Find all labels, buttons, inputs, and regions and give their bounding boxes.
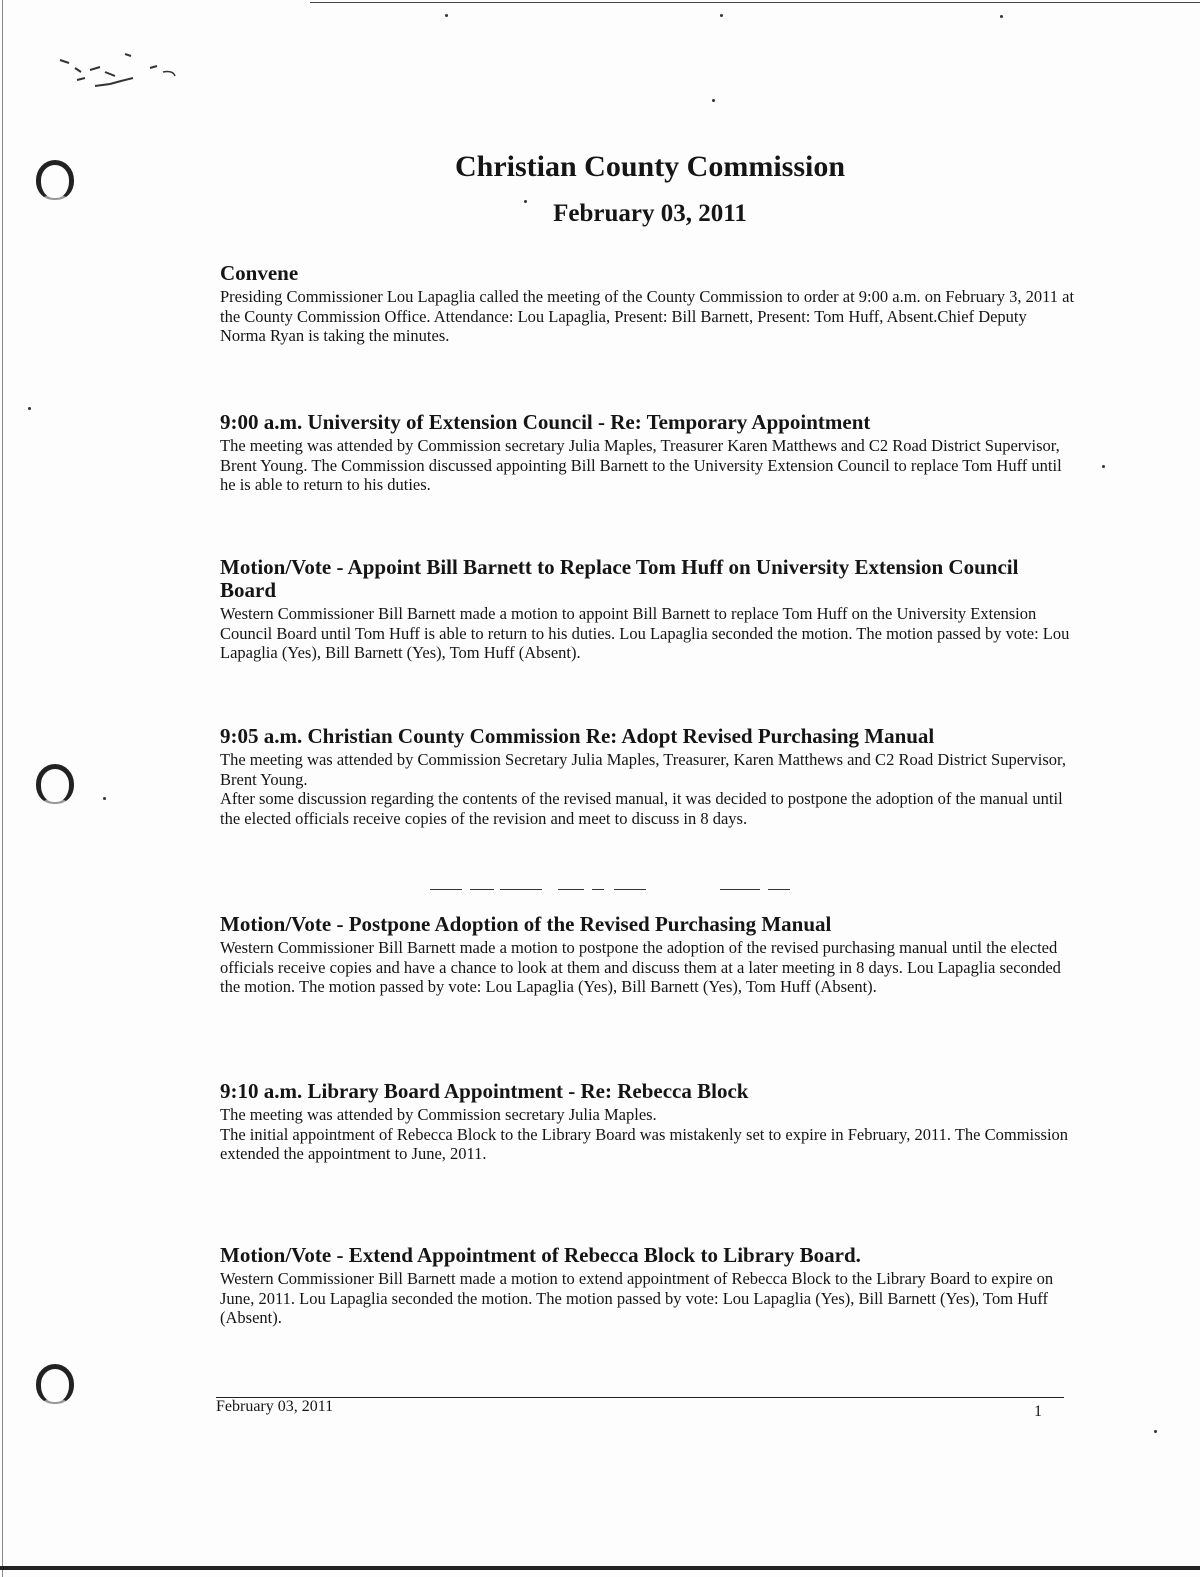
section-university-extension: [220, 411, 1075, 495]
section-heading: Motion/Vote - Appoint Bill Barnett to Replace Tom Huff on University Extension Council Board: [220, 555, 1019, 602]
page-edge-left: [2, 0, 3, 1577]
page-edge-bottom: [0, 1566, 1200, 1570]
section-library-board: [220, 1080, 1075, 1164]
section-purchasing-manual: [220, 725, 1075, 828]
scan-speck: [1000, 15, 1003, 18]
section-motion-extend-block: [220, 1244, 1075, 1328]
section-heading: Motion/Vote - Postpone Adoption of the Revised Purchasing Manual: [220, 912, 832, 936]
scan-speck: [712, 99, 715, 102]
scan-speck: [103, 797, 106, 800]
scan-speck: [445, 14, 448, 17]
section-heading: 9:00 a.m. University of Extension Council - Re: Temporary Appointment: [220, 410, 871, 434]
section-heading: Convene: [220, 261, 299, 285]
page-edge-top: [310, 2, 1200, 3]
section-paragraph: The meeting was attended by Commission Secretary Julia Maples, Treasurer, Karen Matthews and C2 Road District Supervisor, Brent Young.: [220, 750, 1066, 789]
page-number: 1: [1034, 1403, 1042, 1420]
scan-speck: [28, 407, 31, 410]
scan-smudge-mark: [55, 50, 185, 100]
section-motion-postpone-manual: [220, 913, 1075, 997]
section-heading: 9:05 a.m. Christian County Commission Re: Adopt Revised Purchasing Manual: [220, 724, 935, 748]
section-paragraph: The meeting was attended by Commission secretary Julia Maples.: [220, 1105, 657, 1124]
section-convene: [220, 262, 1075, 346]
section-paragraph: Western Commissioner Bill Barnett made a motion to extend appointment of Rebecca Block to the Library Board to expire on June, 2011. Lou Lapaglia seconded the motion. The motion passed by vote: Lou Lapaglia (Yes), Bill Barnett (Yes), Tom Huff (Absent).: [220, 1269, 1054, 1327]
footer-rule: [216, 1397, 1064, 1398]
scan-speck: [1154, 1430, 1157, 1433]
punch-hole-bottom: [36, 1364, 74, 1404]
section-paragraph: Western Commissioner Bill Barnett made a motion to postpone the adoption of the revised purchasing manual until the elected officials receive copies and have a chance to look at them and discuss them at a later meeting in 8 days. Lou Lapaglia seconded the motion. The motion passed by vote: Lou Lapaglia (Yes), Bill Barnett (Yes), Tom Huff (Absent).: [220, 938, 1061, 996]
section-motion-appoint-barnett: [220, 556, 1075, 663]
document-title: Christian County Commission: [454, 150, 846, 183]
section-paragraph: The meeting was attended by Commission secretary Julia Maples, Treasurer Karen Matthews and C2 Road District Supervisor, Brent Young. The Commission discussed appointing Bill Barnett to the University Extension Council to replace Tom Huff until he is able to return to his duties.: [220, 436, 1062, 494]
scan-speck: [1102, 465, 1105, 468]
scan-speck: [720, 14, 723, 17]
punch-hole-middle: [36, 764, 74, 804]
section-paragraph: After some discussion regarding the contents of the revised manual, it was decided to postpone the adoption of the manual until the elected officials receive copies of the revision and meet to discuss in 8 days.: [220, 789, 1063, 828]
footer-date: February 03, 2011: [216, 1398, 334, 1415]
document-date: February 03, 2011: [553, 200, 747, 227]
dashed-divider: [430, 889, 810, 891]
section-paragraph: The initial appointment of Rebecca Block to the Library Board was mistakenly set to expire in February, 2011. The Commission extended the appointment to June, 2011.: [220, 1124, 1069, 1163]
section-heading: 9:10 a.m. Library Board Appointment - Re: Rebecca Block: [220, 1079, 749, 1103]
section-heading: Motion/Vote - Extend Appointment of Rebecca Block to Library Board.: [220, 1243, 861, 1267]
section-paragraph: Western Commissioner Bill Barnett made a motion to appoint Bill Barnett to replace Tom Huff on the University Extension Council Board until Tom Huff is able to return to his duties. Lou Lapaglia seconded the motion. The motion passed by vote: Lou Lapaglia (Yes), Bill Barnett (Yes), Tom Huff (Absent).: [220, 604, 1070, 662]
section-paragraph: Presiding Commissioner Lou Lapaglia called the meeting of the County Commission to order at 9:00 a.m. on February 3, 2011 at the County Commission Office. Attendance: Lou Lapaglia, Present: Bill Barnett, Present: Tom Huff, Absent.Chief Deputy Norma Ryan is taking the minutes.: [220, 287, 1075, 345]
